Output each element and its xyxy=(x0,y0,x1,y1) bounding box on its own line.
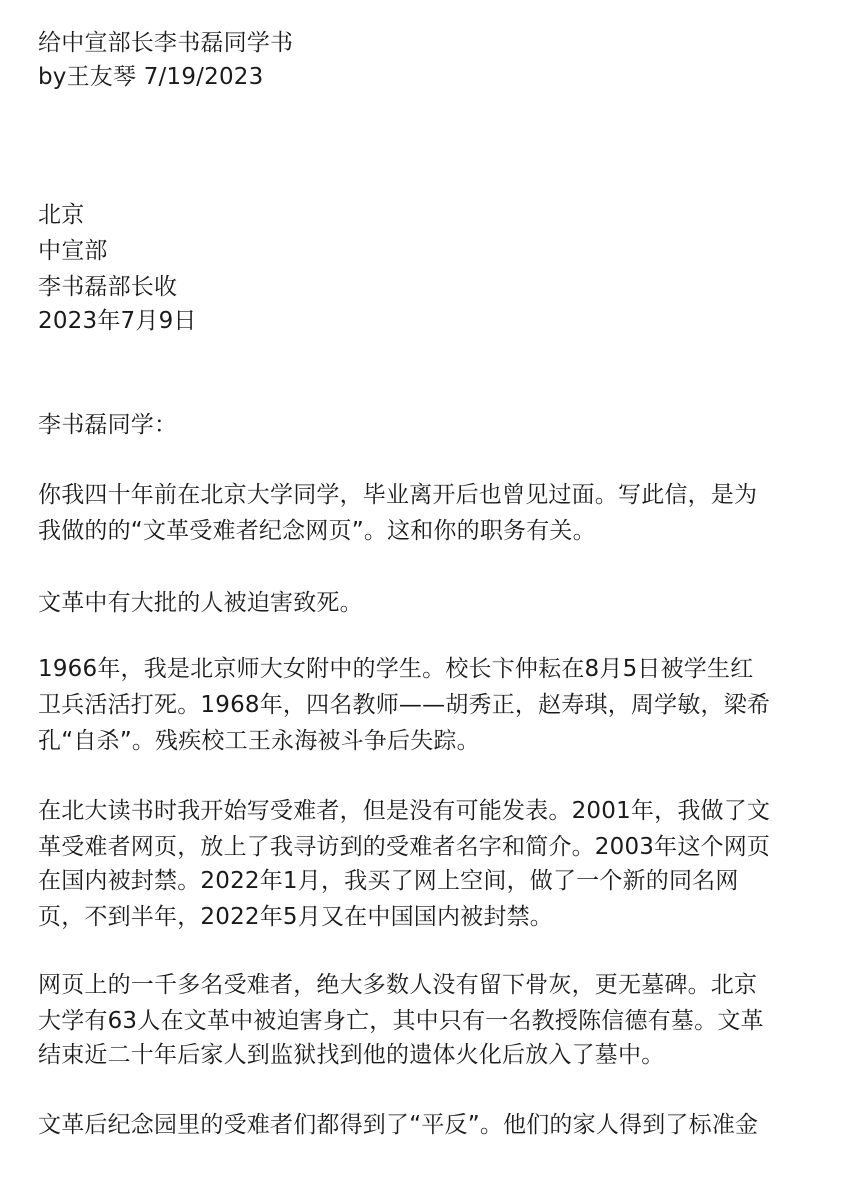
byline: by王友琴 7/19/2023 xyxy=(38,64,264,90)
letter-title: 给中宣部长李书磊同学书 xyxy=(38,30,294,56)
paragraph-4-line-2: 革受难者网页，放上了我寻访到的受难者名字和简介。2003年这个网页 xyxy=(38,834,771,860)
paragraph-4-line-1: 在北大读书时我开始写受难者，但是没有可能发表。2001年，我做了文 xyxy=(38,798,771,824)
paragraph-4-line-3: 在国内被封禁。2022年1月，我买了网上空间，做了一个新的同名网 xyxy=(38,868,739,894)
paragraph-5-line-1: 网页上的一千多名受难者，绝大多数人没有留下骨灰，更无墓碑。北京 xyxy=(38,972,758,998)
address-city: 北京 xyxy=(38,202,85,228)
paragraph-3-line-3: 孔“自杀”。残疾校工王永海被斗争后失踪。 xyxy=(38,728,480,754)
paragraph-5-line-3: 结束近二十年后家人到监狱找到他的遗体火化后放入了墓中。 xyxy=(38,1042,665,1068)
paragraph-1-line-2: 我做的的“文革受难者纪念网页”。这和你的职务有关。 xyxy=(38,518,596,544)
address-date: 2023年7月9日 xyxy=(38,308,197,334)
paragraph-6-line-1: 文革后纪念园里的受难者们都得到了“平反”。他们的家人得到了标准金 xyxy=(38,1112,759,1138)
paragraph-3-line-2: 卫兵活活打死。1968年，四名教师——胡秀正，赵寿琪，周学敏，梁希 xyxy=(38,692,771,718)
address-recipient: 李书磊部长收 xyxy=(38,274,178,300)
salutation: 李书磊同学： xyxy=(38,412,178,438)
paragraph-3-line-1: 1966年，我是北京师大女附中的学生。校长卞仲耘在8月5日被学生红 xyxy=(38,656,754,682)
paragraph-4-line-4: 页，不到半年，2022年5月又在中国国内被封禁。 xyxy=(38,904,553,930)
paragraph-2-line-1: 文革中有大批的人被迫害致死。 xyxy=(38,590,363,616)
address-department: 中宣部 xyxy=(38,238,108,264)
paragraph-5-line-2: 大学有63人在文革中被迫害身亡，其中只有一名教授陈信德有墓。文革 xyxy=(38,1008,764,1034)
paragraph-1-line-1: 你我四十年前在北京大学同学，毕业离开后也曾见过面。写此信，是为 xyxy=(38,482,758,508)
